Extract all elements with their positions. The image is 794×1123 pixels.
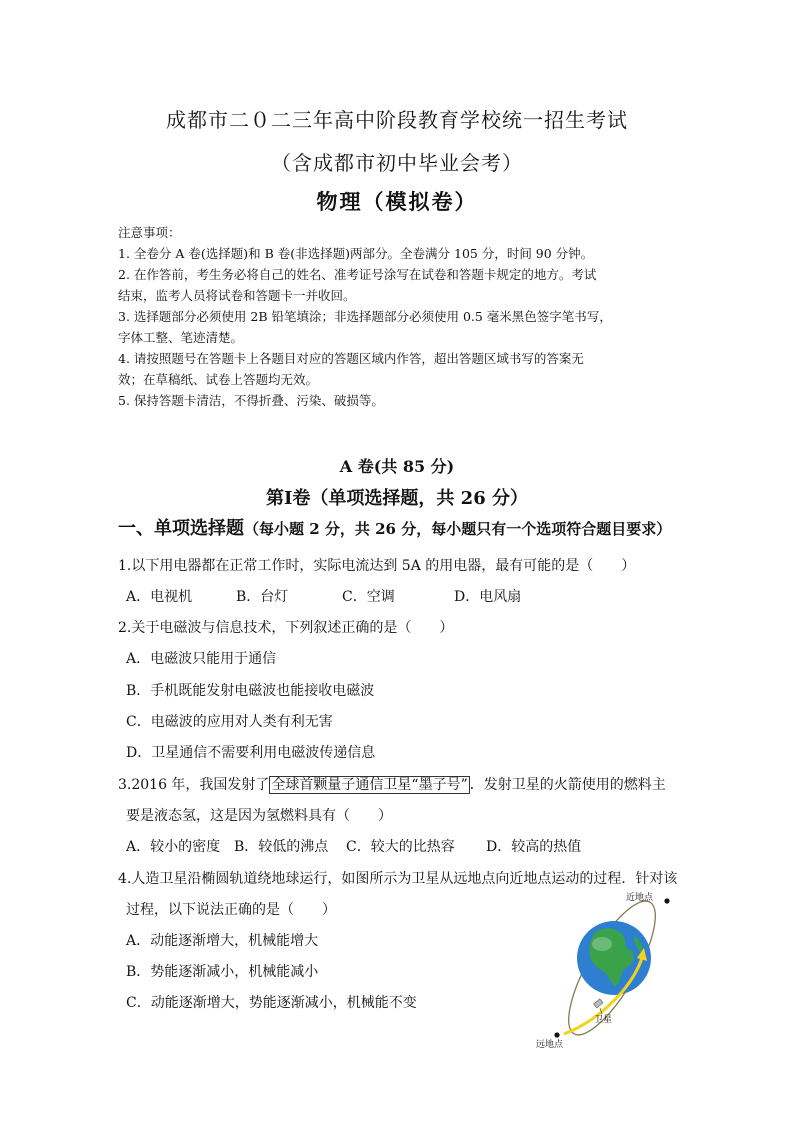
apogee-label: 远地点 [536,1040,564,1050]
perigee-label: 近地点 [626,893,654,903]
option-c: C．动能逐渐增大，势能逐渐减小，机械能不变 [126,995,417,1011]
notice-block [118,222,678,411]
option-c: C．较大的比热容 [346,839,455,855]
option-a: A．较小的密度 [126,839,221,855]
stem-text: ．发射卫星的火箭使用的燃料主 [469,777,666,793]
subject-title: 物理（模拟卷） [316,189,478,214]
volume-a-heading: A 卷(共 85 分) [339,457,455,476]
satellite-label: 卫星 [594,1015,613,1025]
notice-line: 1. 全卷分 A 卷(选择题)和 B 卷(非选择题)两部分。全卷满分 105 分，时间 90 分钟。 [118,246,594,261]
orbit-diagram [530,884,690,1054]
earth-highlight [592,937,612,951]
option-b: B．较低的沸点 [234,839,329,855]
section-heading [118,514,671,540]
notice-line: 4. 请按照题号在答题卡上各题目对应的答题区域内作答，超出答题区域书写的答案无 [118,351,584,366]
section-note: （每小题 2 分，共 26 分，每小题只有一个选项符合题目要求） [244,520,672,538]
question-1-stem: 1.以下用电器都在正常工作时，实际电流达到 5A 的用电器，最有可能的是（ ） [118,558,636,574]
question-3-stem [118,774,666,794]
perigee-dot [664,898,669,903]
notice-heading: 注意事项： [118,225,181,240]
option-d: D．电风扇 [454,589,522,605]
option-a: A．电视机 [126,589,193,605]
option-a: A．电磁波只能用于通信 [126,651,277,667]
question-3-options [126,836,581,856]
exam-title: 成都市二０二三年高中阶段教育学校统一招生考试 [166,108,628,132]
notice-line: 2. 在作答前，考生务必将自己的姓名、准考证号涂写在试卷和答题卡规定的地方。考试 [118,267,597,282]
option-d: D．较高的热值 [486,839,582,855]
option-b: B．手机既能发射电磁波也能接收电磁波 [126,683,375,699]
stem-text: 3.2016 年，我国发射了 [118,777,270,793]
question-4-stem-cont: 过程，以下说法正确的是（ ） [126,902,336,918]
apogee-dot [554,1032,559,1037]
highlighted-phrase: 全球首颗量子通信卫星“墨子号” [271,777,468,793]
question-1-options [126,586,521,606]
question-4-stem: 4.人造卫星沿椭圆轨道绕地球运行，如图所示为卫星从远地点向近地点运动的过程．针对该 [118,871,678,887]
option-d: D．卫星通信不需要利用电磁波传递信息 [126,745,376,761]
exam-subtitle: （含成都市初中毕业会考） [271,151,523,175]
option-b: B．势能逐渐减小，机械能减小 [126,964,319,980]
option-a: A．动能逐渐增大，机械能增大 [126,933,319,949]
question-3-stem-cont: 要是液态氢，这是因为氢燃料具有（ ） [126,808,392,824]
option-c: C．电磁波的应用对人类有利无害 [126,714,333,730]
section-title: 一、单项选择题 [118,518,244,539]
notice-line: 3. 选择题部分必须使用 2B 铅笔填涂；非选择题部分必须使用 0.5 毫米黑色签字笔书写， [118,309,612,324]
volume-1-heading: 第Ⅰ卷（单项选择题，共 26 分） [265,488,528,509]
question-2-stem: 2.关于电磁波与信息技术，下列叙述正确的是（ ） [118,620,454,636]
option-b: B．台灯 [236,589,289,605]
notice-line: 5. 保持答题卡清洁，不得折叠、污染、破损等。 [118,393,384,408]
orbit-figure [530,884,690,1054]
notice-line: 效；在草稿纸、试卷上答题均无效。 [118,372,319,387]
satellite-icon [594,999,603,1008]
notice-line: 结束，监考人员将试卷和答题卡一并收回。 [118,288,356,303]
notice-line: 字体工整、笔迹清楚。 [118,330,244,345]
option-c: C．空调 [342,589,395,605]
